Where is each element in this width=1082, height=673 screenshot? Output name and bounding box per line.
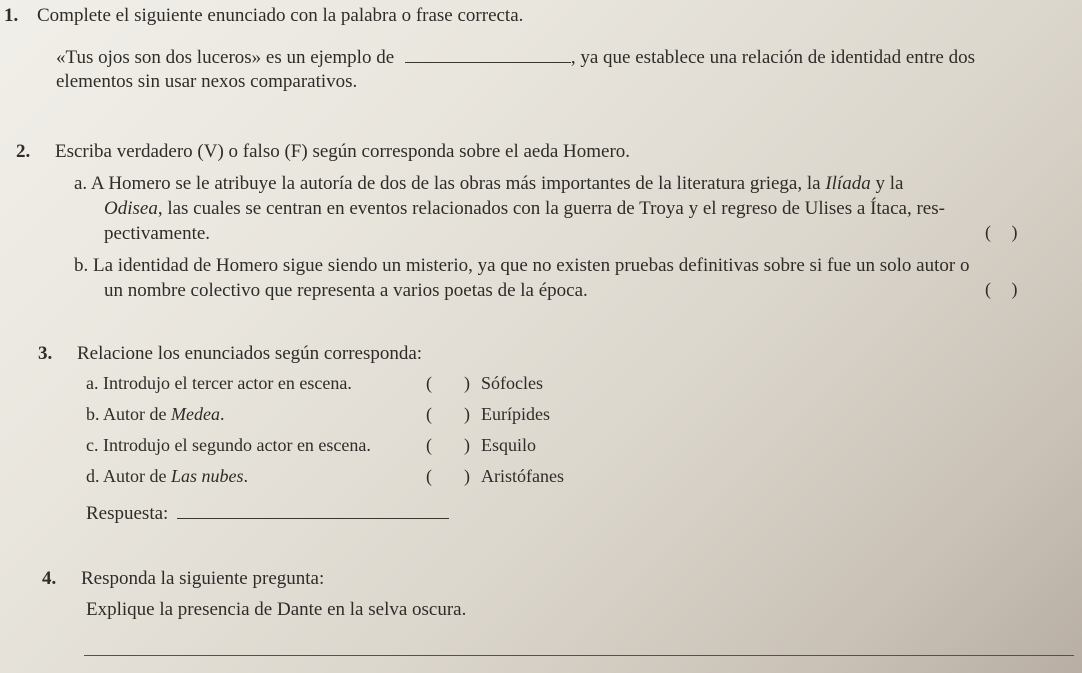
q3-paren-close: ) — [464, 466, 470, 486]
q2-title: Escriba verdadero (V) o falso (F) según corresponda sobre el aeda Homero. — [55, 141, 631, 162]
q3-paren-close: ) — [464, 435, 470, 455]
q3-paren-open[interactable]: ( — [426, 435, 432, 455]
q3-left-b: b. Autor de Medea. — [86, 404, 225, 424]
q3-left-a: a. Introdujo el tercer actor en escena. — [86, 373, 352, 393]
q3-paren-close: ) — [464, 404, 470, 424]
q2-a-line1-post: y la — [875, 173, 904, 194]
q3-number: 3. — [38, 343, 53, 364]
q2-b-line2: un nombre colectivo que representa a varios poetas de la época. — [104, 280, 588, 301]
q3-answer-label: Respuesta: — [86, 503, 169, 524]
q2-title-line — [16, 140, 630, 164]
q2-number: 2. — [16, 141, 31, 162]
q1-number: 1. — [4, 5, 19, 26]
q3-right-3: Esquilo — [481, 435, 537, 455]
q1-text-before: «Tus ojos son dos luceros» es un ejemplo de — [56, 47, 395, 68]
q1-title-line — [4, 4, 523, 28]
q2-a-iliada: Ilíada — [825, 173, 871, 194]
q2-b-answer-paren[interactable]: ( ) — [985, 279, 1026, 299]
q3-paren-open[interactable]: ( — [426, 404, 432, 424]
q2-a-line3: pectivamente. — [104, 223, 211, 244]
q3-paren-close: ) — [464, 373, 470, 393]
q1-answer-blank[interactable] — [405, 46, 571, 63]
q4-number: 4. — [42, 568, 57, 589]
q3-medea: Medea — [171, 404, 220, 424]
q4-question: Explique la presencia de Dante en la selva oscura. — [86, 599, 467, 620]
q3-left-c: c. Introdujo el segundo actor en escena. — [86, 435, 371, 455]
q2-item-b — [74, 254, 1064, 278]
q2-a-answer-paren[interactable]: ( ) — [985, 222, 1026, 242]
q1-statement-line1 — [56, 46, 975, 70]
q3-right-1: Sófocles — [481, 373, 543, 393]
q3-right-4: Aristófanes — [481, 466, 564, 486]
q2-b-label: b. — [74, 255, 89, 276]
q3-right-2: Eurípides — [481, 404, 550, 424]
q3-left-d: d. Autor de Las nubes. — [86, 466, 249, 486]
q1-title: Complete el siguiente enunciado con la palabra o frase correcta. — [37, 5, 524, 26]
q3-paren-open[interactable]: ( — [426, 373, 432, 393]
q1-text-after: , ya que establece una relación de identidad entre dos — [570, 47, 975, 68]
q2-a-line1-pre: A Homero se le atribuye la autoría de dos de las obras más importantes de la literatura griega, la — [90, 173, 821, 194]
q2-a-line2-post: , las cuales se centran en eventos relacionados con la guerra de Troya y el regreso de Ulises a Ítaca, res- — [157, 198, 945, 219]
q2-b-line1: La identidad de Homero sigue siendo un misterio, ya que no existen pruebas definitivas sobre si fue un solo autor o — [93, 255, 970, 276]
q3-answer-blank[interactable] — [177, 502, 449, 519]
q3-answer-line — [86, 502, 449, 526]
q2-a-odisea: Odisea — [104, 198, 158, 219]
q1-statement-line2: elementos sin usar nexos comparativos. — [56, 71, 358, 92]
q4-title-line — [42, 567, 324, 591]
q3-title-line — [38, 342, 422, 366]
q3-paren-open[interactable]: ( — [426, 466, 432, 486]
q2-a-line2 — [104, 197, 1064, 221]
q3-las-nubes: Las nubes — [171, 466, 244, 486]
q3-title: Relacione los enunciados según corresponda: — [77, 343, 423, 364]
q2-a-label: a. — [74, 173, 88, 194]
q4-answer-line[interactable] — [84, 655, 1074, 656]
q2-item-a — [74, 172, 1064, 196]
q4-title: Responda la siguiente pregunta: — [81, 568, 325, 589]
